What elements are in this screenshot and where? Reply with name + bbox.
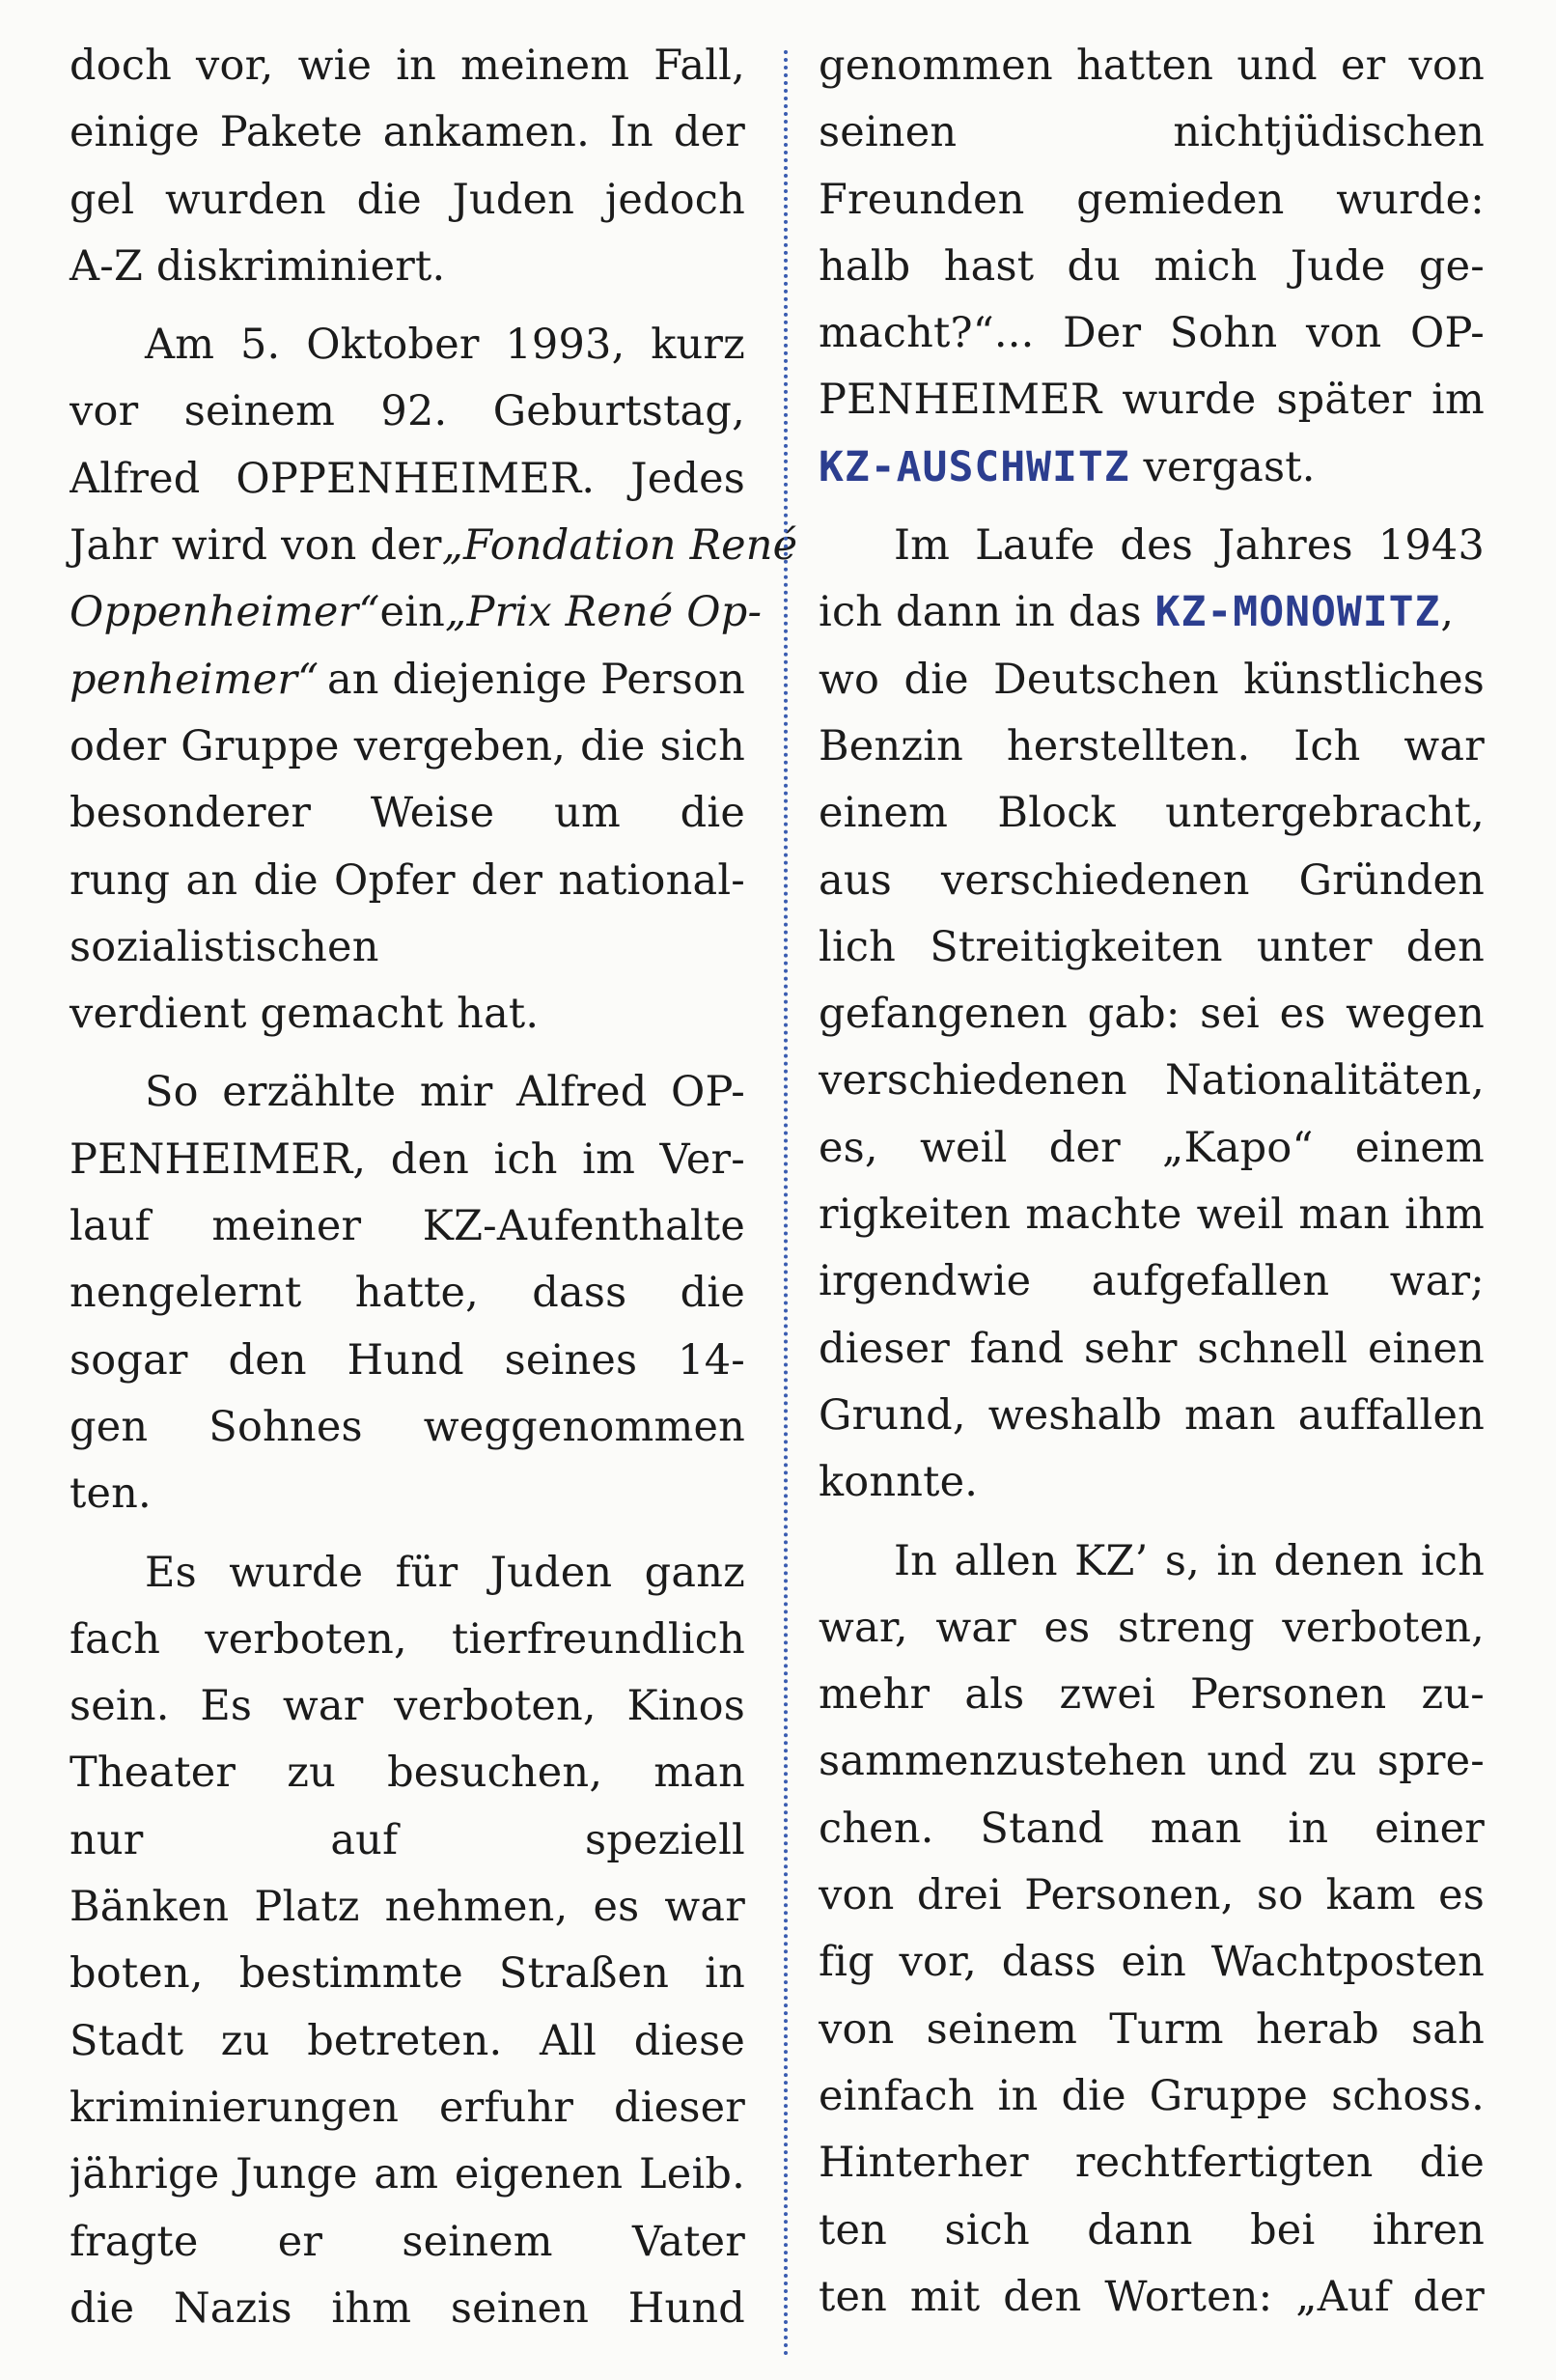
text-line: verschiedenen Nationalitäten, [819, 1056, 1485, 1106]
text-line: Grund, weshalb man auffallen [819, 1390, 1485, 1440]
text-line: konnte. [819, 1458, 979, 1507]
text-line: verdient gemacht hat. [69, 990, 540, 1039]
text-line: Am 5. Oktober 1993, kurz [145, 321, 745, 370]
text-line: oder Gruppe vergeben, die sich [69, 721, 745, 770]
text-line: gel wurden die Juden jedoch [69, 175, 745, 224]
text-line: sozialistischen [69, 922, 379, 971]
text-line: doch vor, wie in meinem Fall, [69, 42, 745, 90]
text-line: war, war es streng verboten, [819, 1603, 1485, 1652]
text-line: aus verschiedenen Gründen [819, 855, 1485, 905]
text-line: Benzin herstellten. Ich war [819, 721, 1485, 770]
text-line: Theater zu besuchen, man [69, 1749, 745, 1798]
text-line: So erzählte mir Alfred OP- [145, 1068, 745, 1117]
text-line [69, 513, 798, 579]
text-fragment: Jahr wird von der [69, 521, 442, 571]
text-line: einige Pakete ankamen. In der [69, 108, 745, 157]
paragraph [819, 1528, 1485, 2332]
text-line: kriminierungen erfuhr dieser [69, 2083, 745, 2132]
text-line: ten mit den Worten: „Auf der [819, 2272, 1485, 2321]
prize-name: „Prix René Op- [445, 588, 763, 637]
text-line: gefangenen gab: sei es wegen [819, 990, 1485, 1039]
text-line: seinen nichtjüdischen [819, 108, 1485, 157]
text-line: rigkeiten machte weil man ihm [819, 1190, 1485, 1240]
paragraph [819, 33, 1485, 501]
camp-name-highlight: KZ-MONOWITZ [1154, 588, 1441, 637]
text-line: Im Laufe des Jahres 1943 [894, 521, 1485, 571]
text-line [69, 647, 745, 714]
camp-name-highlight: KZ-AUSCHWITZ [819, 442, 1130, 491]
text-line: sein. Es war verboten, Kinos [69, 1682, 745, 1731]
text-line: A-Z diskriminiert. [69, 241, 446, 291]
text-line: von drei Personen, so kam es [819, 1871, 1485, 1920]
text-line: nur auf speziell [69, 1815, 745, 1864]
left-column [69, 33, 798, 2342]
text-line: es, weil der „Kapo“ einem [819, 1123, 1485, 1172]
text-fragment: , [1440, 588, 1455, 637]
text-line: halb hast du mich Jude ge- [819, 241, 1485, 291]
text-line: sogar den Hund seines 14- [69, 1335, 745, 1385]
text-line: von seinem Turm herab sah [819, 2004, 1485, 2054]
text-line: Freunden gemieden wurde: [819, 175, 1485, 224]
text-line: Bänken Platz nehmen, es war [69, 1883, 745, 1932]
text-line: boten, bestimmte Straßen in [69, 1949, 745, 1999]
text-fragment: an diejenige Person [326, 655, 745, 704]
text-line: macht?“... Der Sohn von OP- [819, 309, 1485, 358]
text-line: Hinterher rechtfertigten die [819, 2139, 1485, 2188]
text-line: einfach in die Gruppe schoss. [819, 2071, 1485, 2120]
text-line: lich Streitigkeiten unter den [819, 922, 1485, 971]
text-line: gen Sohnes weggenommen [69, 1402, 745, 1451]
text-line: besonderer Weise um die [69, 789, 745, 838]
text-line: dieser fand sehr schnell einen [819, 1324, 1485, 1373]
text-line [819, 579, 1485, 646]
prize-name: penheimer“ [69, 655, 320, 704]
column-divider [784, 50, 788, 2358]
text-line: mehr als zwei Personen zu- [819, 1670, 1485, 1720]
text-line: Es wurde für Juden ganz [145, 1548, 745, 1597]
text-line: genommen hatten und er von [819, 42, 1485, 90]
text-fragment: ich dann in das [819, 588, 1155, 637]
text-line: die Nazis ihm seinen Hund [69, 2283, 745, 2333]
text-line [819, 434, 1485, 501]
text-line: lauf meiner KZ-Aufenthalte [69, 1202, 745, 1251]
paragraph [69, 1540, 745, 2343]
text-line: fragte er seinem Vater [69, 2217, 745, 2266]
text-line: Stadt zu betreten. All diese [69, 2016, 745, 2065]
text-line: wo die Deutschen künstliches [819, 655, 1485, 704]
paragraph [819, 513, 1485, 1516]
foundation-name: Oppenheimer“ [69, 588, 380, 637]
text-line: fig vor, dass ein Wachtposten [819, 1938, 1485, 1987]
text-line: ten. [69, 1470, 152, 1519]
right-column [819, 33, 1485, 2331]
text-line: fach verboten, tierfreundlich [69, 1614, 745, 1664]
foundation-name: „Fondation René [441, 521, 798, 571]
text-line: In allen KZ’ s, in denen ich [894, 1536, 1485, 1585]
text-line: ten sich dann bei ihren [819, 2205, 1485, 2254]
text-line: rung an die Opfer der national- [69, 855, 745, 905]
text-line: Alfred OPPENHEIMER. Jedes [69, 454, 745, 503]
paragraph [69, 33, 745, 300]
text-line: nengelernt hatte, dass die [69, 1269, 745, 1318]
text-line: jährige Junge am eigenen Leib. [69, 2150, 745, 2199]
text-line [69, 579, 763, 646]
text-line: sammenzustehen und zu spre- [819, 1737, 1485, 1786]
text-line: PENHEIMER wurde später im [819, 376, 1485, 425]
paragraph [69, 1059, 745, 1527]
text-line: irgendwie aufgefallen war; [819, 1257, 1485, 1306]
paragraph [69, 312, 798, 1048]
text-line: PENHEIMER, den ich im Ver- [69, 1134, 745, 1184]
text-line: vor seinem 92. Geburtstag, [69, 387, 745, 436]
text-line: chen. Stand man in einer [819, 1804, 1485, 1853]
text-fragment: vergast. [1129, 442, 1316, 491]
text-fragment: ein [379, 588, 445, 637]
text-line: einem Block untergebracht, [819, 789, 1485, 838]
